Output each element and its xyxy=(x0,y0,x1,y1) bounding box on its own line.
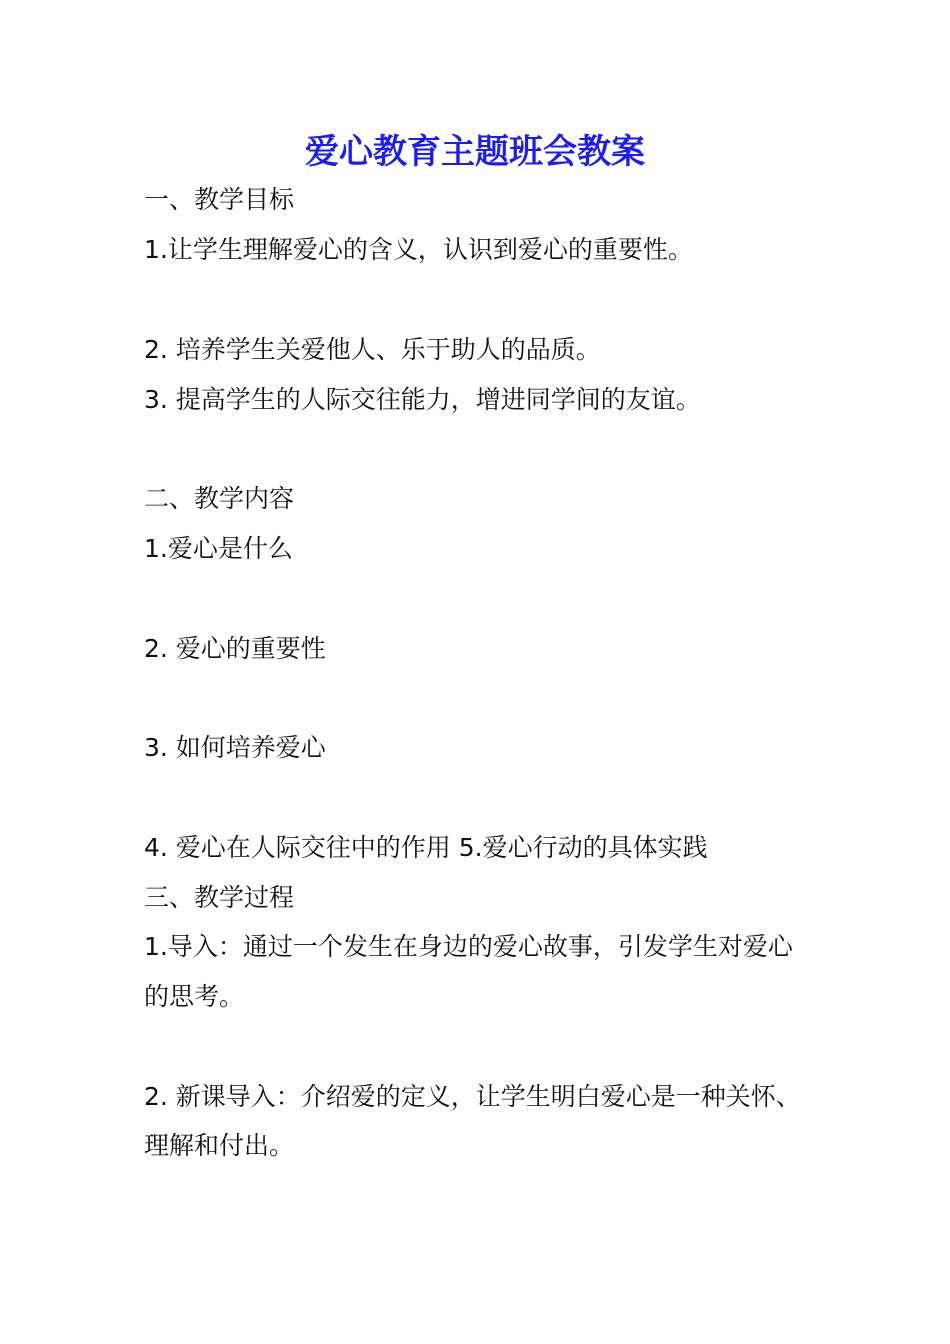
process-item-2-line-2: 理解和付出。 xyxy=(144,1131,295,1160)
section-heading-teaching-content: 二、教学内容 xyxy=(144,484,295,513)
section-heading-teaching-process: 三、教学过程 xyxy=(144,883,295,912)
content-item-1: 1.爱心是什么 xyxy=(144,534,293,563)
content-item-2: 2. 爱心的重要性 xyxy=(144,634,326,663)
content-item-3: 3. 如何培养爱心 xyxy=(144,733,326,762)
process-item-1-line-1: 1.导入：通过一个发生在身边的爱心故事，引发学生对爱心 xyxy=(144,932,793,961)
goal-item-1: 1.让学生理解爱心的含义，认识到爱心的重要性。 xyxy=(144,235,693,264)
goal-item-3: 3. 提高学生的人际交往能力，增进同学间的友谊。 xyxy=(144,385,701,414)
process-item-2-line-1: 2. 新课导入：介绍爱的定义，让学生明白爱心是一种关怀、 xyxy=(144,1082,801,1111)
section-heading-teaching-goals: 一、教学目标 xyxy=(144,185,295,214)
goal-item-2: 2. 培养学生关爱他人、乐于助人的品质。 xyxy=(144,335,601,364)
document-title: 爱心教育主题班会教案 xyxy=(305,132,645,172)
content-item-4-5: 4. 爱心在人际交往中的作用 5.爱心行动的具体实践 xyxy=(144,833,708,862)
process-item-1-line-2: 的思考。 xyxy=(144,982,245,1011)
